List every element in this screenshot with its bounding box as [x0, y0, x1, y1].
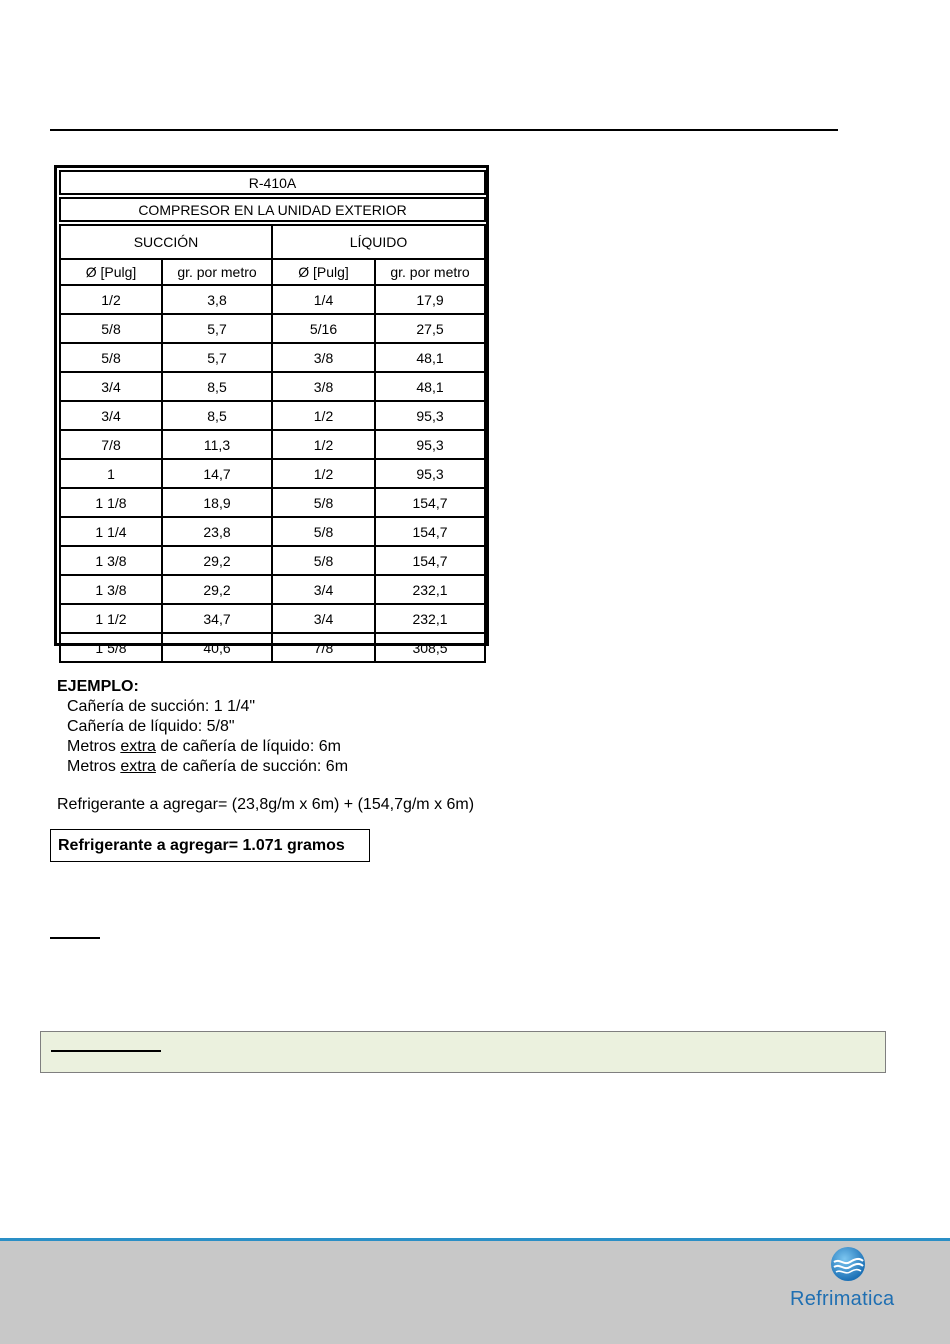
example-extra-liquid	[57, 737, 348, 757]
table-row	[60, 604, 485, 633]
suction-diameter-cell: 5/8	[60, 314, 162, 343]
example-title: EJEMPLO:	[57, 678, 139, 695]
table-row	[60, 633, 485, 662]
liquid-diameter-cell: 3/8	[272, 343, 375, 372]
suction-grams-cell: 29,2	[162, 546, 272, 575]
liquid-grams-cell: 232,1	[375, 604, 485, 633]
liquid-diameter-cell: 1/2	[272, 430, 375, 459]
table-title: R-410A	[60, 171, 485, 194]
suction-grams-header: gr. por metro	[162, 259, 272, 285]
suction-grams-cell: 29,2	[162, 575, 272, 604]
table-row	[60, 285, 485, 314]
liquid-grams-cell: 154,7	[375, 546, 485, 575]
liquid-diameter-cell: 5/16	[272, 314, 375, 343]
wave-globe-icon	[830, 1246, 866, 1282]
suction-diameter-cell: 1 1/8	[60, 488, 162, 517]
suction-grams-cell: 34,7	[162, 604, 272, 633]
brand-name: Refrimatica	[790, 1288, 895, 1310]
table-row	[60, 314, 485, 343]
footer-accent-line	[0, 1238, 950, 1241]
suction-grams-cell: 8,5	[162, 401, 272, 430]
table-row	[60, 343, 485, 372]
liquid-diameter-cell: 3/4	[272, 575, 375, 604]
liquid-grams-cell: 17,9	[375, 285, 485, 314]
suction-diameter-cell: 1 3/8	[60, 546, 162, 575]
liquid-grams-header: gr. por metro	[375, 259, 485, 285]
table-row	[60, 430, 485, 459]
page-footer	[0, 1238, 950, 1344]
suction-grams-cell: 40,6	[162, 633, 272, 662]
suction-grams-cell: 14,7	[162, 459, 272, 488]
example-suction-pipe: Cañería de succión: 1 1/4"	[67, 698, 256, 715]
liquid-grams-cell: 95,3	[375, 401, 485, 430]
suction-diameter-cell: 1/2	[60, 285, 162, 314]
liquid-diameter-header: Ø [Pulg]	[272, 259, 375, 285]
refrigerant-table-frame	[54, 165, 489, 656]
liquid-diameter-cell: 5/8	[272, 517, 375, 546]
table-row	[60, 488, 485, 517]
liquid-grams-cell: 27,5	[375, 314, 485, 343]
liquid-grams-cell: 232,1	[375, 575, 485, 604]
liquid-diameter-cell: 7/8	[272, 633, 375, 662]
liquid-grams-cell: 95,3	[375, 459, 485, 488]
formula-text: Refrigerante a agregar= (23,8g/m x 6m) + (154,7g/m x 6m)	[57, 796, 475, 813]
table-row	[60, 372, 485, 401]
table-row	[60, 459, 485, 488]
top-divider	[50, 129, 838, 131]
suction-grams-cell: 5,7	[162, 314, 272, 343]
example-section	[57, 677, 348, 777]
suction-grams-cell: 18,9	[162, 488, 272, 517]
suction-diameter-cell: 1 3/8	[60, 575, 162, 604]
suction-diameter-cell: 1	[60, 459, 162, 488]
suction-group-header: SUCCIÓN	[60, 225, 272, 259]
suction-diameter-cell: 3/4	[60, 401, 162, 430]
suction-diameter-cell: 3/4	[60, 372, 162, 401]
example-extra-suction	[57, 757, 348, 777]
suction-grams-cell: 8,5	[162, 372, 272, 401]
result-box: Refrigerante a agregar= 1.071 gramos	[50, 829, 370, 862]
liquid-diameter-cell: 1/4	[272, 285, 375, 314]
suction-grams-cell: 5,7	[162, 343, 272, 372]
suction-grams-cell: 23,8	[162, 517, 272, 546]
brand-logo	[790, 1246, 910, 1310]
extra-liquid-word: extra	[120, 738, 156, 755]
extra-liquid-suffix: de cañería de líquido: 6m	[155, 738, 341, 755]
extra-suction-prefix: Metros	[67, 758, 121, 775]
suction-diameter-cell: 5/8	[60, 343, 162, 372]
suction-diameter-header: Ø [Pulg]	[60, 259, 162, 285]
refrigerant-charge-table	[59, 170, 486, 663]
suction-grams-cell: 3,8	[162, 285, 272, 314]
table-row	[60, 575, 485, 604]
liquid-grams-cell: 95,3	[375, 430, 485, 459]
liquid-grams-cell: 154,7	[375, 517, 485, 546]
liquid-grams-cell: 48,1	[375, 343, 485, 372]
note-underline	[51, 1050, 161, 1052]
liquid-grams-cell: 48,1	[375, 372, 485, 401]
liquid-diameter-cell: 5/8	[272, 546, 375, 575]
table-row	[60, 546, 485, 575]
liquid-diameter-cell: 1/2	[272, 401, 375, 430]
extra-suction-word: extra	[120, 758, 156, 775]
short-divider	[50, 937, 100, 939]
liquid-grams-cell: 154,7	[375, 488, 485, 517]
suction-diameter-cell: 1 1/2	[60, 604, 162, 633]
liquid-diameter-cell: 3/4	[272, 604, 375, 633]
suction-diameter-cell: 1 1/4	[60, 517, 162, 546]
extra-liquid-prefix: Metros	[67, 738, 121, 755]
table-row	[60, 517, 485, 546]
liquid-diameter-cell: 1/2	[272, 459, 375, 488]
table-subtitle: COMPRESOR EN LA UNIDAD EXTERIOR	[60, 198, 485, 221]
liquid-diameter-cell: 3/8	[272, 372, 375, 401]
liquid-grams-cell: 308,5	[375, 633, 485, 662]
table-row	[60, 401, 485, 430]
extra-suction-suffix: de cañería de succión: 6m	[155, 758, 349, 775]
suction-diameter-cell: 1 5/8	[60, 633, 162, 662]
liquid-diameter-cell: 5/8	[272, 488, 375, 517]
suction-grams-cell: 11,3	[162, 430, 272, 459]
liquid-group-header: LÍQUIDO	[272, 225, 485, 259]
suction-diameter-cell: 7/8	[60, 430, 162, 459]
note-box	[40, 1031, 886, 1073]
example-liquid-pipe: Cañería de líquido: 5/8"	[67, 718, 235, 735]
